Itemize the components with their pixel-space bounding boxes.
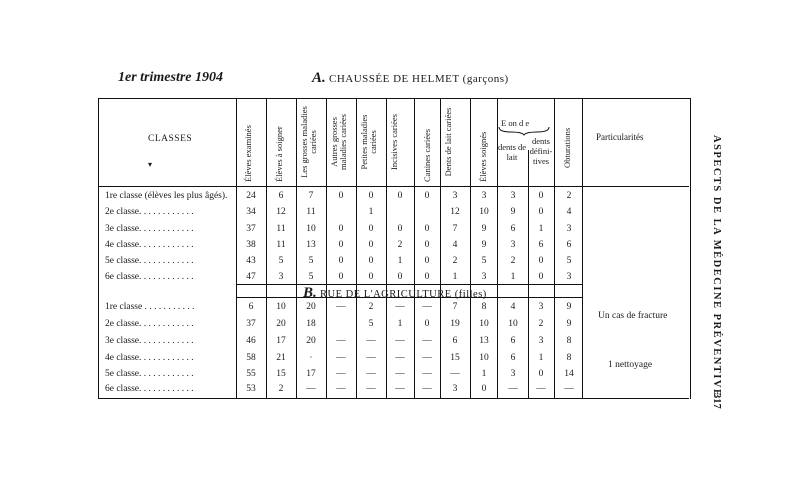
col-header-dents-de-lait: Dents de lait cariées [443, 107, 453, 177]
row-label: 3e classe. . . . . . . . . . . . [105, 224, 194, 234]
cell: — [395, 369, 405, 379]
cell: 0 [538, 369, 544, 379]
col-header-obturations: Obturations [562, 127, 572, 168]
cell: 13 [306, 240, 316, 250]
cell: — [366, 336, 376, 346]
cell: 5 [566, 256, 572, 266]
col-header-particularites: Particularités [596, 132, 644, 142]
cell: — [422, 384, 432, 394]
cell: 6 [278, 191, 284, 201]
cell: 12 [450, 207, 460, 217]
cell: — [422, 369, 432, 379]
cell: 1 [538, 353, 544, 363]
cell: 3 [481, 272, 487, 282]
cell: 5 [308, 272, 314, 282]
cell: 58 [246, 353, 256, 363]
cell: 10 [479, 207, 489, 217]
cell: — [536, 384, 546, 394]
cell: 17 [306, 369, 316, 379]
cell: 3 [452, 384, 458, 394]
section-b-letter: B. [303, 285, 317, 301]
cell: 38 [246, 240, 256, 250]
cell: 2 [368, 302, 374, 312]
cell: 9 [481, 224, 487, 234]
col-sep [296, 98, 297, 398]
cell: 2 [278, 384, 284, 394]
cell: 0 [397, 191, 403, 201]
col-header-eleves-soignes: Élèves soignés [478, 131, 488, 182]
cell: — [306, 384, 316, 394]
cell: — [564, 384, 574, 394]
cell: 2 [397, 240, 403, 250]
cell: — [422, 302, 432, 312]
cell: 0 [338, 191, 344, 201]
cell: 9 [510, 207, 516, 217]
cell: 10 [306, 224, 316, 234]
cell: 1 [397, 319, 403, 329]
col-sep [356, 98, 357, 398]
cell: 15 [450, 353, 460, 363]
sub-header-dents-definitives: dents défini-tives [529, 136, 553, 166]
row-label: 5e classe. . . . . . . . . . . . [105, 256, 194, 266]
cell: 55 [246, 369, 256, 379]
cell: 14 [564, 369, 574, 379]
cell: 10 [479, 319, 489, 329]
cell: 0 [424, 224, 430, 234]
cell: — [395, 302, 405, 312]
cell: 0 [368, 191, 374, 201]
cell: 0 [338, 224, 344, 234]
col-header-petites-maladies: Petites maladies cariées [359, 114, 378, 170]
cell: 0 [481, 384, 487, 394]
row-label: 2e classe. . . . . . . . . . . . [105, 319, 194, 329]
cell: 20 [306, 302, 316, 312]
section-b-title: RUE DE L'AGRICULTURE (filles) [320, 289, 487, 300]
col-sep [554, 98, 555, 398]
cell: 8 [481, 302, 487, 312]
row-label: 3e classe. . . . . . . . . . . . [105, 336, 194, 346]
cell: 10 [508, 319, 518, 329]
note-fracture: Un cas de fracture [598, 311, 668, 321]
cell: 0 [424, 256, 430, 266]
col-header-canines: Canines cariées [422, 128, 432, 182]
cell: — [336, 302, 346, 312]
cell: 3 [538, 302, 544, 312]
cell: 37 [246, 319, 256, 329]
cell: 6 [510, 224, 516, 234]
note-nettoyage: 1 nettoyage [608, 360, 653, 370]
cell: 1 [397, 256, 403, 266]
cell: 0 [368, 224, 374, 234]
col-header-eleves-a-soigner: Élèves à soigner [274, 126, 284, 182]
cell: 43 [246, 256, 256, 266]
extraction-header: E on d e [501, 118, 530, 128]
cell: 15 [276, 369, 286, 379]
row-label: 6e classe. . . . . . . . . . . . [105, 384, 194, 394]
trimester-heading: 1er trimestre 1904 [118, 70, 223, 85]
section-a-letter: A. [312, 70, 326, 86]
col-sep [266, 98, 267, 398]
cell: 7 [452, 302, 458, 312]
cell: — [336, 336, 346, 346]
cell: 2 [538, 319, 544, 329]
cell: 9 [481, 240, 487, 250]
cell: 13 [479, 336, 489, 346]
cell: 6 [510, 353, 516, 363]
cell: 0 [368, 240, 374, 250]
cell: 0 [338, 272, 344, 282]
cell: · [309, 353, 313, 363]
cell: — [336, 369, 346, 379]
col-sep [582, 98, 583, 398]
cell: — [395, 353, 405, 363]
cell: — [366, 353, 376, 363]
cell: 3 [481, 191, 487, 201]
cell: — [422, 353, 432, 363]
cell: 0 [397, 224, 403, 234]
cell: 46 [246, 336, 256, 346]
cell: 1 [510, 272, 516, 282]
cell: — [336, 384, 346, 394]
cell: 5 [308, 256, 314, 266]
section-a-title: CHAUSSÉE DE HELMET (garçons) [329, 73, 509, 85]
cell: 0 [424, 272, 430, 282]
cell: 53 [246, 384, 256, 394]
cell: 18 [306, 319, 316, 329]
cell: 20 [306, 336, 316, 346]
cell: 1 [452, 272, 458, 282]
cell: 8 [566, 353, 572, 363]
cell: 7 [452, 224, 458, 234]
cell: 0 [538, 272, 544, 282]
cell: 6 [452, 336, 458, 346]
cell: — [422, 336, 432, 346]
running-title: ASPECTS DE LA MÉDECINE PRÉVENTIVE [711, 135, 722, 398]
cell: 19 [450, 319, 460, 329]
header-mark: ▾ [148, 160, 153, 169]
cell: — [366, 384, 376, 394]
sub-header-dents-lait: dents de lait [497, 142, 527, 162]
cell: — [395, 384, 405, 394]
bottom-rule [98, 398, 689, 399]
col-sep [326, 98, 327, 398]
cell: 9 [566, 319, 572, 329]
section-b-heading [303, 285, 487, 302]
cell: 6 [538, 240, 544, 250]
cell: 47 [246, 272, 256, 282]
cell: 1 [481, 369, 487, 379]
cell: 11 [306, 207, 316, 217]
page-number: 317 [711, 393, 722, 409]
col-sep [236, 98, 237, 398]
cell: 1 [368, 207, 374, 217]
row-label: 2e classe. . . . . . . . . . . . [105, 207, 194, 217]
cell: 20 [276, 319, 286, 329]
col-sep [440, 98, 441, 398]
col-header-autres-grosses: Autres grosses maladies cariées [329, 114, 348, 170]
row-label: 4e classe. . . . . . . . . . . . [105, 240, 194, 250]
cell: 2 [566, 191, 572, 201]
cell: 0 [397, 272, 403, 282]
cell: 3 [566, 272, 572, 282]
cell: 37 [246, 224, 256, 234]
col-header-grosses-maladies: Les grosses maladies cariées [299, 106, 318, 178]
cell: 8 [566, 336, 572, 346]
cell: 5 [368, 319, 374, 329]
brace-icon [498, 126, 550, 136]
cell: 4 [566, 207, 572, 217]
cell: 3 [510, 240, 516, 250]
cell: 9 [566, 302, 572, 312]
cell: 5 [278, 256, 284, 266]
cell: — [395, 336, 405, 346]
cell: 6 [566, 240, 572, 250]
cell: 0 [338, 256, 344, 266]
cell: 17 [276, 336, 286, 346]
cell: 0 [368, 256, 374, 266]
cell: 24 [246, 191, 256, 201]
cell: 6 [248, 302, 254, 312]
cell: 3 [510, 191, 516, 201]
cell: 0 [538, 256, 544, 266]
cell: 10 [479, 353, 489, 363]
row-label: 1re classe (élèves les plus âgés). [105, 191, 228, 201]
cell: 4 [510, 302, 516, 312]
cell: 12 [276, 207, 286, 217]
cell: 1 [538, 224, 544, 234]
cell: 3 [566, 224, 572, 234]
cell: 21 [276, 353, 286, 363]
cell: — [336, 353, 346, 363]
cell: 4 [452, 240, 458, 250]
cell: 5 [481, 256, 487, 266]
cell: 10 [276, 302, 286, 312]
cell: 3 [538, 336, 544, 346]
cell: — [450, 369, 460, 379]
cell: 2 [452, 256, 458, 266]
cell: 0 [424, 191, 430, 201]
classes-column-header: CLASSES [148, 134, 193, 144]
cell: 0 [538, 191, 544, 201]
cell: 0 [538, 207, 544, 217]
cell: 0 [368, 272, 374, 282]
cell: 3 [278, 272, 284, 282]
cell: 3 [510, 369, 516, 379]
cell: 0 [424, 319, 430, 329]
row-label: 4e classe. . . . . . . . . . . . [105, 353, 194, 363]
row-label: 5e classe. . . . . . . . . . . . [105, 369, 194, 379]
cell: 0 [424, 240, 430, 250]
col-header-incisives: Incisives cariées [389, 114, 399, 170]
cell: 7 [308, 191, 314, 201]
cell: 34 [246, 207, 256, 217]
cell: 2 [510, 256, 516, 266]
cell: — [508, 384, 518, 394]
section-a-heading [312, 70, 509, 87]
cell: 0 [338, 240, 344, 250]
cell: 11 [276, 240, 286, 250]
header-rule [98, 186, 689, 187]
cell: 3 [452, 191, 458, 201]
cell: — [366, 369, 376, 379]
cell: 6 [510, 336, 516, 346]
cell: 11 [276, 224, 286, 234]
row-label: 1re classe . . . . . . . . . . . [105, 302, 195, 312]
row-label: 6e classe. . . . . . . . . . . . [105, 272, 194, 282]
col-header-eleves-examines: Élèves examinés [243, 125, 253, 182]
